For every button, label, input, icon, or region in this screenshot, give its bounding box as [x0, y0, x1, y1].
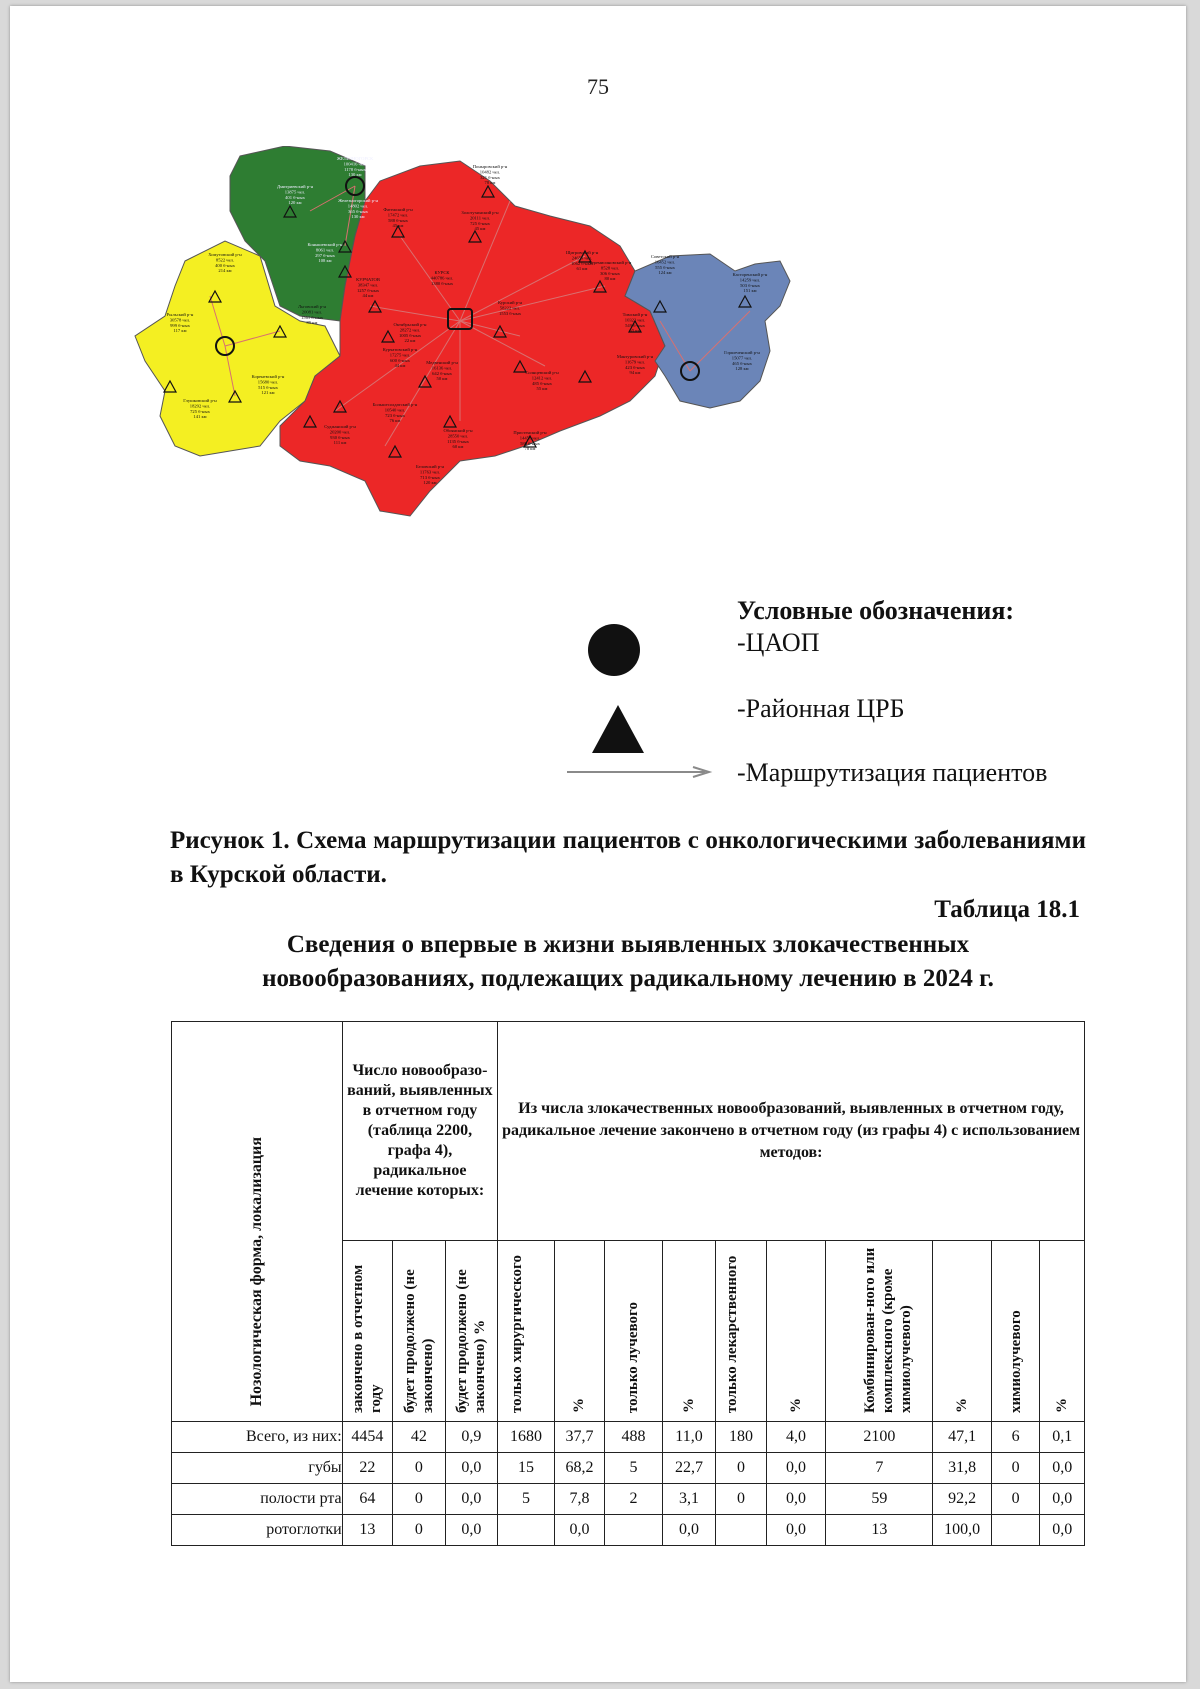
table-cell: 42: [393, 1422, 446, 1453]
table-cell: 13: [826, 1515, 933, 1546]
map-district-label: Суджанский р-н 20200 чел. 930 б-ных 111 км: [324, 424, 356, 446]
table-cell: 0,9: [445, 1422, 498, 1453]
map-district-label: Железногорский р-н 14802 чел. 365 б-ных 130 км: [338, 198, 378, 220]
map-district-label: ЖЕЛЕЗНОГОРСК 100416 чел. 1178 б-ных 130 км: [336, 156, 374, 178]
map-district-label: Медвенский р-н 16136 чел. 642 б-ных 50 км: [426, 360, 458, 382]
map-district-label: Золотухинский р-н 20111 чел. 725 б-ных 45 км: [461, 210, 499, 232]
map-district-label: КУРСК 440786 чел. 1380 б-ных: [430, 270, 454, 286]
table-cell: 22,7: [662, 1453, 716, 1484]
table-cell: 0: [716, 1484, 766, 1515]
table-cell: 47,1: [933, 1422, 992, 1453]
table-cell: 0,1: [1040, 1422, 1085, 1453]
map-district-label: Горшеченский р-н 15077 чел. 465 б-ных 128 км: [724, 350, 760, 372]
table-row: [172, 1515, 1085, 1546]
page-number: 75: [587, 74, 609, 99]
table-cell: 180: [716, 1422, 766, 1453]
table-cell: 0: [716, 1453, 766, 1484]
map-district-label: Черемисиновский р-н 8528 чел. 306 б-ных 80 км: [588, 260, 632, 282]
table-cell: 0,0: [445, 1515, 498, 1546]
table-cell: 0,0: [1040, 1453, 1085, 1484]
table-row: [172, 1484, 1085, 1515]
subheader-cell: Комбинирован-ного или комплексного (кроме химиолучевого): [826, 1241, 933, 1422]
subheader-cell: только хирургического: [498, 1241, 555, 1422]
table-cell: 11,0: [662, 1422, 716, 1453]
table-cell: 100,0: [933, 1515, 992, 1546]
map-district-label: Конышевский р-н 8061 чел. 297 б-ных 108 км: [307, 242, 343, 264]
map-district-label: КУРЧАТОВ 38347 чел. 1257 б-ных 44 км: [356, 277, 380, 299]
table-cell: 6: [991, 1422, 1039, 1453]
header-group-count: Число новообразо-ваний, выявленных в отчетном году (таблица 2200, графа 4), радикальное лечение которых:: [342, 1022, 498, 1241]
table-cell: 0: [991, 1453, 1039, 1484]
subheader-cell: химиолучевого: [991, 1241, 1039, 1422]
table-cell: 2: [605, 1484, 663, 1515]
table-number: Таблица 18.1: [934, 896, 1080, 923]
table-cell: 5: [498, 1484, 555, 1515]
map-district-label: Курский р-н 58222 чел. 1553 б-ных: [498, 300, 522, 316]
circle-legend-icon: [587, 623, 641, 677]
table-cell: 0: [393, 1453, 446, 1484]
table-cell: [605, 1515, 663, 1546]
table-cell: 2100: [826, 1422, 933, 1453]
legend-item-caop: -ЦАОП: [737, 628, 820, 657]
map-district-label: Большесолдатский р-н 10540 чел. 723 б-ных 76 км: [372, 402, 418, 424]
map-district-label: Дмитриевский р-н 13875 чел. 401 б-ных 120 км: [276, 184, 314, 206]
map-district-label: Рыльский р-н 30578 чел. 999 б-ных 117 км: [166, 312, 194, 334]
table-cell: 7,8: [554, 1484, 604, 1515]
subheader-cell: %: [766, 1241, 826, 1422]
region-map: [130, 146, 860, 566]
triangle-legend-icon: [590, 703, 646, 755]
map-district-label: Беловский р-н 11763 чел. 713 б-ных 120 км: [415, 464, 445, 486]
map-district-label: Октябрьский р-н 28272 чел. 1005 б-ных 22 км: [393, 322, 427, 344]
subheader-cell: будет продолжено (не закончено) %: [445, 1241, 498, 1422]
row-label: ротоглотки: [172, 1515, 343, 1546]
table-cell: [498, 1515, 555, 1546]
table-cell: [716, 1515, 766, 1546]
table-cell: 92,2: [933, 1484, 992, 1515]
data-table: [171, 1021, 1085, 1546]
subheader-cell: только лекарственного: [716, 1241, 766, 1422]
map-district-label: Кореневский р-н 15680 чел. 515 б-ных 121 км: [251, 374, 285, 396]
table-cell: 4454: [342, 1422, 392, 1453]
table-cell: [991, 1515, 1039, 1546]
table-cell: 7: [826, 1453, 933, 1484]
table-cell: 1680: [498, 1422, 555, 1453]
table-row: [172, 1453, 1085, 1484]
table-cell: 31,8: [933, 1453, 992, 1484]
map-district-label: Хомутовский р-н 8522 чел. 400 б-ных 214 км: [208, 252, 242, 274]
table-cell: 0,0: [554, 1515, 604, 1546]
map-district-label: Поныровский р-н 10482 чел. 321 б-ных 78 км: [472, 164, 508, 186]
map-district-label: Солнцевский р-н 12412 чел. 485 б-ных 55 км: [525, 370, 559, 392]
table-row: [172, 1422, 1085, 1453]
table-cell: 0: [991, 1484, 1039, 1515]
map-district-label: Щигровский р-н 24659 чел. 1062 б-ных 61 км: [565, 250, 599, 272]
subheader-cell: %: [933, 1241, 992, 1422]
table-cell: 64: [342, 1484, 392, 1515]
arrow-legend-icon: [565, 765, 715, 779]
table-cell: 488: [605, 1422, 663, 1453]
table-cell: 0,0: [766, 1453, 826, 1484]
table-cell: 4,0: [766, 1422, 826, 1453]
map-district-label: Фатежский р-н 17472 чел. 588 б-ных 45 км: [383, 207, 413, 229]
table-title-line-1: Сведения о впервые в жизни выявленных злокачественных: [286, 931, 970, 958]
row-label: губы: [172, 1453, 343, 1484]
subheader-cell: закончено в отчетном году: [342, 1241, 392, 1422]
row-label: Всего, из них:: [172, 1422, 343, 1453]
map-district-label: Глушковский р-н 18292 чел. 725 б-ных 141 км: [183, 398, 217, 420]
map-district-label: Касторенский р-н 14259 чел. 503 б-ных 151 км: [732, 272, 768, 294]
map-district-label: Тимский р-н 10322 чел. 549 б-ных 65 км: [622, 312, 648, 334]
header-group-methods: Из числа злокачественных новообразований, выявленных в отчетном году, радикальное лечение закончено в отчетном году (из графы 4) с использованием методов:: [498, 1022, 1085, 1241]
legend-title: Условные обозначения:: [737, 596, 1015, 625]
table-cell: 5: [605, 1453, 663, 1484]
header-location: Нозологическая форма, локализация: [172, 1022, 343, 1422]
map-district-label: Курчатовский р-н 17275 чел. 600 б-ных 44 км: [382, 347, 418, 369]
table-cell: 0,0: [1040, 1515, 1085, 1546]
table-cell: 37,7: [554, 1422, 604, 1453]
table-cell: 0: [393, 1484, 446, 1515]
map-district-label: Льговский р-н 20081 чел. 1561 б-ных 85 км: [297, 304, 327, 326]
table-cell: 0,0: [445, 1453, 498, 1484]
legend-item-route: -Маршрутизация пациентов: [737, 758, 1048, 787]
subheader-cell: %: [554, 1241, 604, 1422]
subheader-cell: только лучевого: [605, 1241, 663, 1422]
table-cell: 0,0: [445, 1484, 498, 1515]
table-cell: 22: [342, 1453, 392, 1484]
table-cell: 59: [826, 1484, 933, 1515]
table-cell: 3,1: [662, 1484, 716, 1515]
map-district-label: Обоянский р-н 28550 чел. 1135 б-ных 60 км: [443, 428, 473, 450]
document-page: [10, 6, 1186, 1682]
table-title: [170, 928, 1086, 996]
table-cell: 0,0: [662, 1515, 716, 1546]
table-title-line-2: новообразованиях, подлежащих радикальному лечению в 2024 г.: [262, 965, 994, 992]
table-cell: 15: [498, 1453, 555, 1484]
subheader-cell: %: [662, 1241, 716, 1422]
table-cell: 0: [393, 1515, 446, 1546]
subheader-cell: %: [1040, 1241, 1085, 1422]
map-district-label: Пристенский р-н 14458 чел. 586 б-ных 78 км: [513, 430, 547, 452]
table-cell: 0,0: [766, 1484, 826, 1515]
figure-caption: Рисунок 1. Схема маршрутизации пациентов с онкологическими заболеваниями в Курской области.: [170, 827, 1086, 888]
row-label: полости рта: [172, 1484, 343, 1515]
map-district-label: Советский р-н 16452 чел. 555 б-ных 124 км: [650, 254, 680, 276]
table-cell: 68,2: [554, 1453, 604, 1484]
subheader-cell: будет продолжено (не закончено): [393, 1241, 446, 1422]
table-cell: 13: [342, 1515, 392, 1546]
map-district-label: Мантуровский р-н 11679 чел. 423 б-ных 94 км: [616, 354, 654, 376]
table-cell: 0,0: [766, 1515, 826, 1546]
table-cell: 0,0: [1040, 1484, 1085, 1515]
legend-item-crb: -Районная ЦРБ: [737, 694, 905, 723]
